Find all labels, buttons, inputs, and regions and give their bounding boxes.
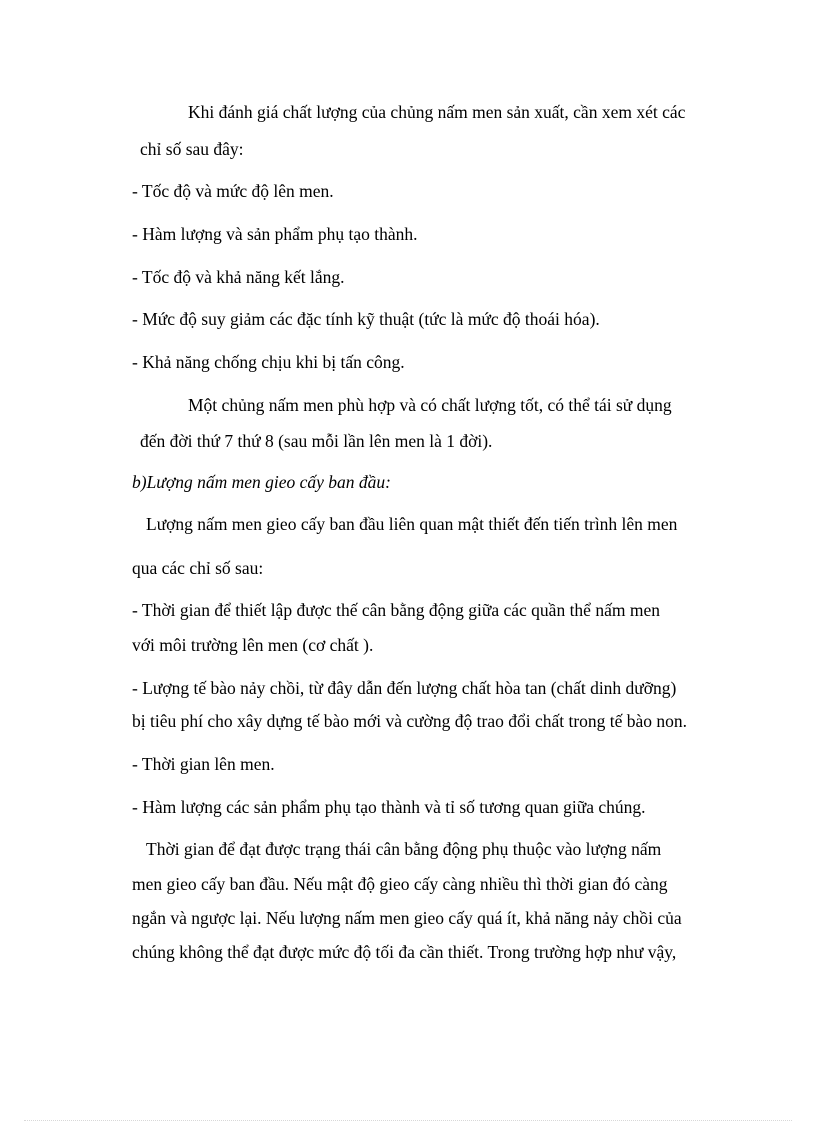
intro-line-1: Khi đánh giá chất lượng của chủng nấm men sản xuất, cần xem xét các [188, 102, 686, 122]
section-heading-b: b)Lượng nấm men gieo cấy ban đầu: [132, 472, 391, 492]
criteria-item-4: - Mức độ suy giảm các đặc tính kỹ thuật (tức là mức độ thoái hóa). [132, 309, 600, 329]
criteria-item-5: - Khả năng chống chịu khi bị tấn công. [132, 352, 405, 372]
index-item-3: - Thời gian lên men. [132, 754, 275, 774]
equilibrium-line-3: ngắn và ngược lại. Nếu lượng nấm men gieo cấy quá ít, khả năng nảy chồi của [132, 908, 682, 928]
index-item-2-line-1: - Lượng tế bào nảy chồi, từ đây dẫn đến lượng chất hòa tan (chất dinh dưỡng) [132, 678, 677, 698]
initial-yeast-line-2: qua các chỉ số sau: [132, 558, 264, 578]
criteria-item-1: - Tốc độ và mức độ lên men. [132, 181, 334, 201]
intro-line-2: chỉ số sau đây: [140, 139, 244, 159]
initial-yeast-line-1: Lượng nấm men gieo cấy ban đầu liên quan mật thiết đến tiến trình lên men [146, 514, 678, 534]
page-bottom-divider [24, 1120, 792, 1121]
equilibrium-line-4: chúng không thể đạt được mức độ tối đa cần thiết. Trong trường hợp như vậy, [132, 942, 677, 962]
index-item-1-line-2: với môi trường lên men (cơ chất ). [132, 635, 374, 655]
reuse-line-2: đến đời thứ 7 thứ 8 (sau mỗi lần lên men là 1 đời). [140, 431, 493, 451]
index-item-1-line-1: - Thời gian để thiết lập được thế cân bằng động giữa các quần thể nấm men [132, 600, 660, 620]
criteria-item-2: - Hàm lượng và sản phẩm phụ tạo thành. [132, 224, 418, 244]
criteria-item-3: - Tốc độ và khả năng kết lắng. [132, 267, 345, 287]
equilibrium-line-2: men gieo cấy ban đầu. Nếu mật độ gieo cấy càng nhiều thì thời gian đó càng [132, 874, 668, 894]
equilibrium-line-1: Thời gian để đạt được trạng thái cân bằng động phụ thuộc vào lượng nấm [146, 839, 662, 859]
index-item-2-line-2: bị tiêu phí cho xây dựng tế bào mới và cường độ trao đổi chất trong tế bào non. [132, 711, 688, 731]
index-item-4: - Hàm lượng các sản phẩm phụ tạo thành và tỉ số tương quan giữa chúng. [132, 797, 646, 817]
reuse-line-1: Một chủng nấm men phù hợp và có chất lượng tốt, có thể tái sử dụng [188, 395, 672, 415]
